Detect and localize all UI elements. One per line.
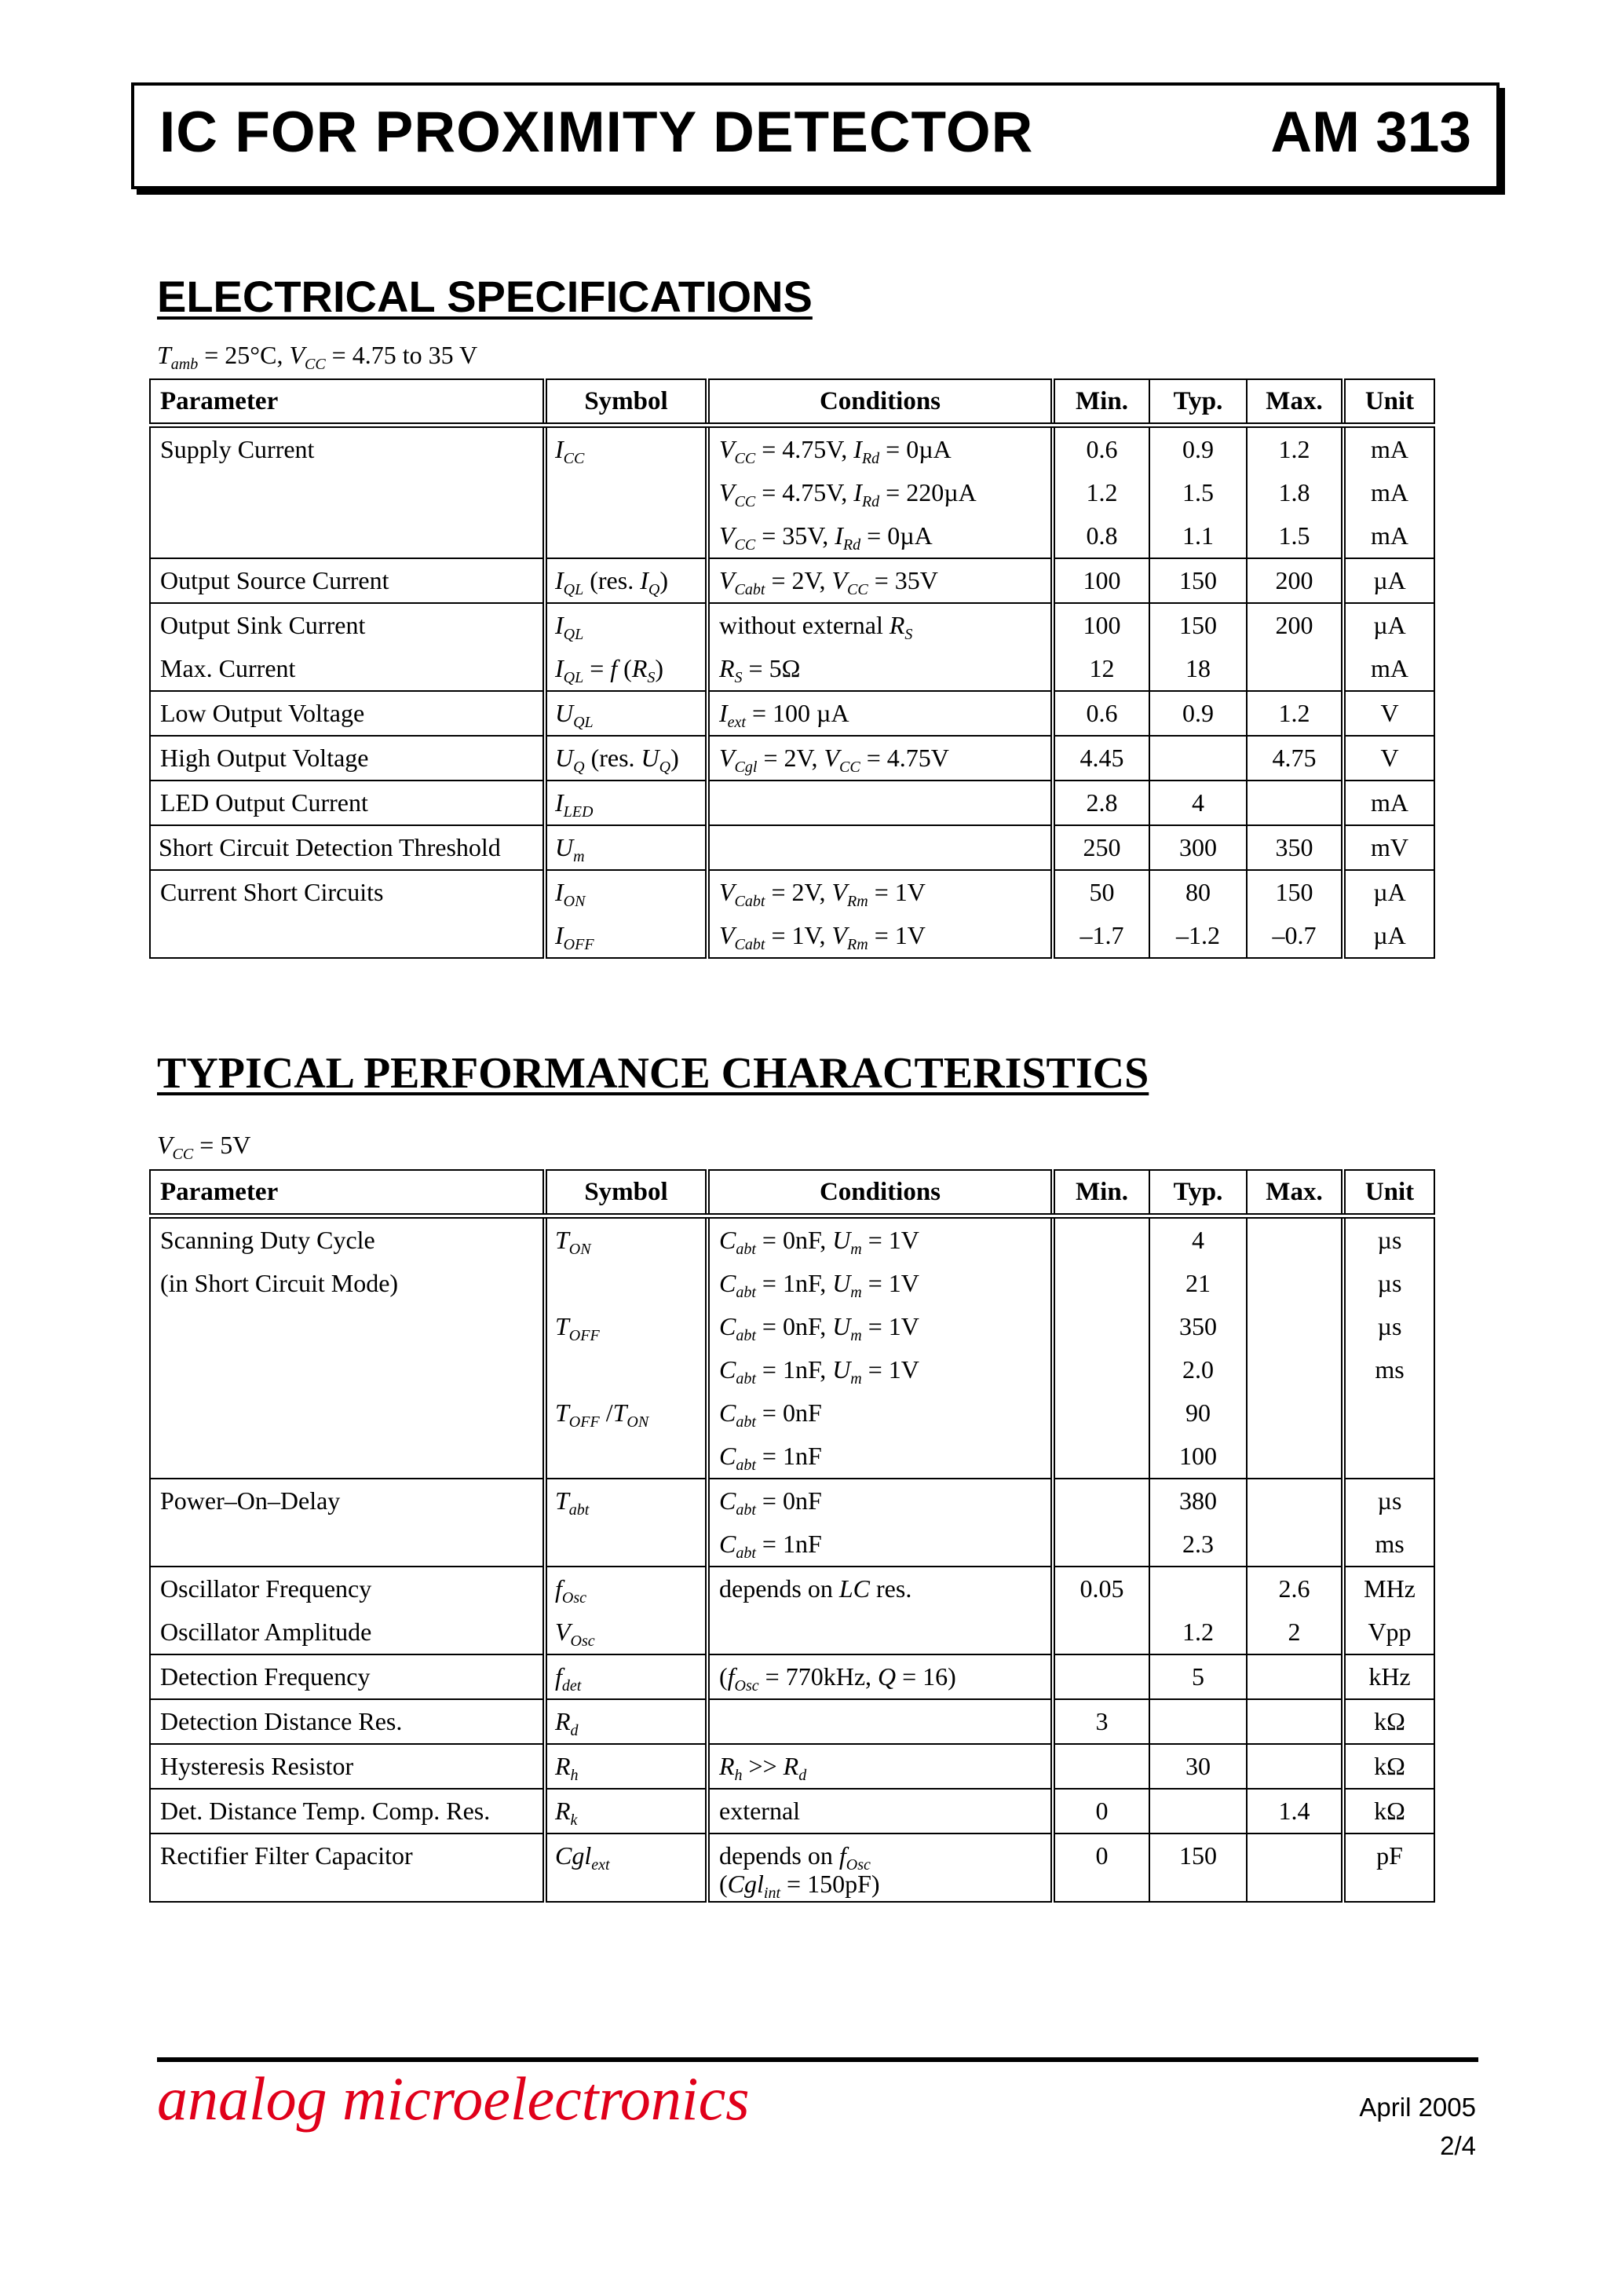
symbol-cell: $U_{QL}$ [555,699,594,731]
column-header: Unit [1343,379,1434,426]
min-cell: 3 [1095,1707,1109,1735]
condition-cell: $I_{ext} = 100$ µA [719,699,849,731]
unit-cell: µA [1373,611,1406,639]
min-cell [1055,1610,1149,1654]
unit-cell: MHz [1364,1574,1416,1603]
symbol-cell: $R_d$ [555,1707,579,1739]
unit-cell: µs [1377,1486,1402,1515]
parameter-cell: Det. Distance Temp. Comp. Res. [160,1797,491,1825]
typ-cell: 100 [1179,1442,1217,1470]
unit-cell: µA [1373,921,1406,949]
parameter-cell: Detection Distance Res. [160,1707,403,1735]
parameter-cell: Supply Current [160,435,315,463]
typ-cell: 4 [1192,1226,1204,1254]
condition-cell: (Cgl$_{int}$ = 150pF) [719,1870,880,1902]
column-header: Min. [1053,1170,1149,1216]
parameter-cell: Oscillator Amplitude [160,1618,372,1646]
unit-cell: mA [1371,478,1408,506]
unit-cell: µA [1373,878,1406,906]
electrical-specifications-table [149,378,1435,959]
table-row [150,736,1434,781]
min-cell: 50 [1089,878,1115,906]
condition-cell: $V_{Cabt} = 2V$, $V_{CC} = 35V$ [719,566,938,598]
parameter-cell: Short Circuit Detection Threshold [159,833,501,861]
typ-cell: 4 [1192,788,1204,817]
min-cell: 0.8 [1086,521,1118,550]
section-title-performance: TYPICAL PERFORMANCE CHARACTERISTICS [157,1049,1149,1098]
symbol-cell: $T_{OFF}$ [555,1312,600,1344]
typ-cell: 90 [1185,1398,1211,1427]
unit-cell: µA [1373,566,1406,594]
min-cell: 0 [1095,1841,1109,1870]
min-cell: 12 [1089,654,1115,682]
symbol-cell: $T_{abt}$ [555,1486,590,1519]
condition-cell: $C_{abt} = 0nF$, $U_m = 1V$ [719,1226,919,1258]
symbol-cell: Cgl$_{ext}$ [555,1841,610,1874]
condition-cell: $C_{abt} = 0nF$ [719,1398,822,1431]
table-row [150,870,1434,958]
table-row [150,1834,1434,1902]
table-row [150,558,1434,603]
typ-cell: 21 [1185,1269,1211,1297]
min-cell: 1.2 [1086,478,1118,506]
symbol-cell: $R_h$ [555,1752,579,1784]
column-header: Unit [1343,1170,1434,1216]
condition-cell: external [719,1797,801,1825]
page-number: 2/4 [1440,2131,1476,2160]
parameter-cell: Output Sink Current [160,611,366,639]
parameter-cell: Max. Current [160,654,296,682]
min-cell: 2.8 [1086,788,1118,817]
max-cell [1248,781,1341,824]
typ-cell: 5 [1192,1662,1204,1691]
table-row [150,1216,1434,1479]
typ-cell: 30 [1185,1752,1211,1780]
max-cell: 1.4 [1278,1797,1310,1825]
condition-cell: $V_{CC} = 35V$, $I_{Rd} = 0\mu A$ [719,521,933,554]
max-cell: 4.75 [1272,744,1317,772]
unit-cell: µs [1377,1312,1402,1340]
typ-cell: 2.3 [1182,1530,1214,1558]
symbol-cell: $U_m$ [555,833,585,865]
condition-cell: $C_{abt} = 0nF$ [719,1486,822,1519]
max-cell: 200 [1275,611,1313,639]
typ-cell: 1.5 [1182,478,1214,506]
table-row [150,1744,1434,1789]
column-header: Typ. [1149,379,1247,426]
symbol-cell: $I_{QL}$ (res. $I_Q$) [555,566,668,598]
test-conditions: $T_{amb} = 25^\circ C$, $V_{CC} = 4.75$ to 35 V [157,341,478,373]
symbol-cell: $R_k$ [555,1797,578,1829]
min-cell: 0.6 [1086,699,1118,727]
symbol-cell: $I_{ON}$ [555,878,586,910]
min-cell: –1.7 [1080,921,1124,949]
unit-cell: mA [1371,435,1408,463]
unit-cell: mA [1371,788,1408,817]
table-row [150,1479,1434,1567]
part-number: AM 313 [1270,101,1471,164]
min-cell: 0.6 [1086,435,1118,463]
symbol-cell: $I_{QL}$ [555,611,584,643]
column-header: Typ. [1149,1170,1247,1216]
symbol-cell: $I_{OFF}$ [555,921,594,953]
unit-cell: mA [1371,521,1408,550]
condition-cell: without external $R_S$ [719,611,913,643]
performance-characteristics-table [149,1169,1435,1903]
min-cell: 100 [1083,566,1121,594]
condition-cell: depends on LC res. [719,1574,912,1603]
table-row [150,1654,1434,1699]
condition-cell: depends on $f_{Osc}$ [719,1841,871,1874]
typ-cell: 0.9 [1182,699,1214,727]
symbol-cell: $I_{QL} = f$ $(R_S)$ [555,654,664,686]
unit-cell: V [1380,699,1399,727]
typ-cell: 150 [1179,566,1217,594]
min-cell: 250 [1083,833,1121,861]
typ-cell: 1.1 [1182,521,1214,550]
typ-cell: 18 [1185,654,1211,682]
table-row [150,781,1434,825]
column-header: Conditions [707,1170,1053,1216]
max-cell: 350 [1275,833,1313,861]
typ-cell: 0.9 [1182,435,1214,463]
column-header: Parameter [150,379,545,426]
max-cell: 2 [1288,1618,1301,1646]
table-row [150,426,1434,559]
symbol-cell: $T_{OFF}$ $/T_{ON}$ [555,1398,649,1431]
parameter-cell: Current Short Circuits [160,878,384,906]
section-title-electrical: ELECTRICAL SPECIFICATIONS [157,272,813,321]
condition-cell: $C_{abt} = 1nF$, $U_m = 1V$ [719,1269,919,1301]
unit-cell: ms [1375,1355,1405,1384]
typ-cell: 150 [1179,611,1217,639]
typ-cell: 2.0 [1182,1355,1214,1384]
max-cell: 200 [1275,566,1313,594]
document-title: IC FOR PROXIMITY DETECTOR [159,101,1034,164]
condition-cell: ($f_{Osc} = 770kHz$, Q = 16) [719,1662,956,1695]
condition-cell: $V_{CC} = 4.75V$, $I_{Rd} = 0\mu A$ [719,435,952,467]
table-header-row [150,379,1434,426]
condition-cell: $C_{abt} = 0nF$, $U_m = 1V$ [719,1312,919,1344]
test-conditions: $V_{CC} = 5V$ [157,1131,251,1163]
condition-cell: $R_h >> R_d$ [719,1752,807,1784]
unit-cell: pF [1376,1841,1403,1870]
column-header: Symbol [545,379,707,426]
parameter-cell: Hysteresis Resistor [160,1752,354,1780]
max-cell [1248,647,1341,690]
min-cell: 0.05 [1080,1574,1124,1603]
max-cell: 1.8 [1278,478,1310,506]
condition-cell: $V_{CC} = 4.75V$, $I_{Rd} = 220\mu A$ [719,478,977,510]
unit-cell: µs [1377,1226,1402,1254]
condition-cell: $R_S = 5\Omega$ [719,654,801,686]
symbol-cell: $V_{Osc}$ [555,1618,595,1650]
parameter-cell: Detection Frequency [160,1662,371,1691]
parameter-cell: (in Short Circuit Mode) [160,1269,399,1297]
column-header: Symbol [545,1170,707,1216]
symbol-cell: $I_{CC}$ [555,435,585,467]
typ-cell: 300 [1179,833,1217,861]
parameter-cell: Rectifier Filter Capacitor [160,1841,413,1870]
condition-cell: $C_{abt} = 1nF$, $U_m = 1V$ [719,1355,919,1387]
column-header: Max. [1247,1170,1343,1216]
max-cell: 1.2 [1278,435,1310,463]
min-cell: 0 [1095,1797,1109,1825]
unit-cell: mV [1371,833,1408,861]
table-row [150,603,1434,691]
table-row [150,1789,1434,1834]
symbol-cell: $f_{det}$ [555,1662,582,1695]
typ-cell: 80 [1185,878,1211,906]
table-row [150,825,1434,870]
max-cell: –0.7 [1272,921,1317,949]
max-cell: 1.5 [1278,521,1310,550]
unit-cell: V [1380,744,1399,772]
typ-cell: 150 [1179,1841,1217,1870]
table-header-row [150,1170,1434,1216]
unit-cell: kΩ [1374,1797,1405,1825]
typ-cell [1150,1567,1246,1610]
parameter-cell: High Output Voltage [160,744,369,772]
max-cell: 2.6 [1278,1574,1310,1603]
symbol-cell: $f_{Osc}$ [555,1574,586,1607]
table-row [150,1567,1434,1654]
typ-cell: –1.2 [1176,921,1220,949]
symbol-cell: $U_Q$ (res. $U_Q$) [555,744,679,776]
parameter-cell: Low Output Voltage [160,699,365,727]
unit-cell: kHz [1368,1662,1411,1691]
title-box [131,82,1500,189]
symbol-cell: $T_{ON}$ [555,1226,591,1258]
typ-cell: 1.2 [1182,1618,1214,1646]
parameter-cell: Scanning Duty Cycle [160,1226,375,1254]
unit-cell: Vpp [1368,1618,1412,1646]
column-header: Min. [1053,379,1149,426]
parameter-cell: Output Source Current [160,566,389,594]
column-header: Max. [1247,379,1343,426]
unit-cell: kΩ [1374,1707,1405,1735]
parameter-cell: Oscillator Frequency [160,1574,372,1603]
condition-cell: $V_{Cgl} = 2V$, $V_{CC} = 4.75V$ [719,744,949,776]
unit-cell: µs [1377,1269,1402,1297]
typ-cell [1150,737,1246,780]
footer-divider [157,2057,1478,2062]
typ-cell: 350 [1179,1312,1217,1340]
table-row [150,691,1434,736]
condition-cell: $V_{Cabt} = 1V$, $V_{Rm} = 1V$ [719,921,926,953]
min-cell: 4.45 [1080,744,1124,772]
unit-cell: kΩ [1374,1752,1405,1780]
typ-cell: 380 [1179,1486,1217,1515]
table-row [150,1699,1434,1744]
max-cell: 1.2 [1278,699,1310,727]
document-date: April 2005 [1359,2093,1476,2122]
unit-cell: ms [1375,1530,1405,1558]
condition-cell: $C_{abt} = 1nF$ [719,1442,822,1474]
parameter-cell: Power–On–Delay [160,1486,341,1515]
column-header: Conditions [707,379,1053,426]
symbol-cell: $I_{LED}$ [555,788,594,821]
parameter-cell: LED Output Current [160,788,368,817]
unit-cell: mA [1371,654,1408,682]
min-cell: 100 [1083,611,1121,639]
condition-cell: $C_{abt} = 1nF$ [719,1530,822,1562]
column-header: Parameter [150,1170,545,1216]
brand-logo-text: analog microelectronics [157,2064,750,2133]
condition-cell: $V_{Cabt} = 2V$, $V_{Rm} = 1V$ [719,878,926,910]
max-cell: 150 [1275,878,1313,906]
